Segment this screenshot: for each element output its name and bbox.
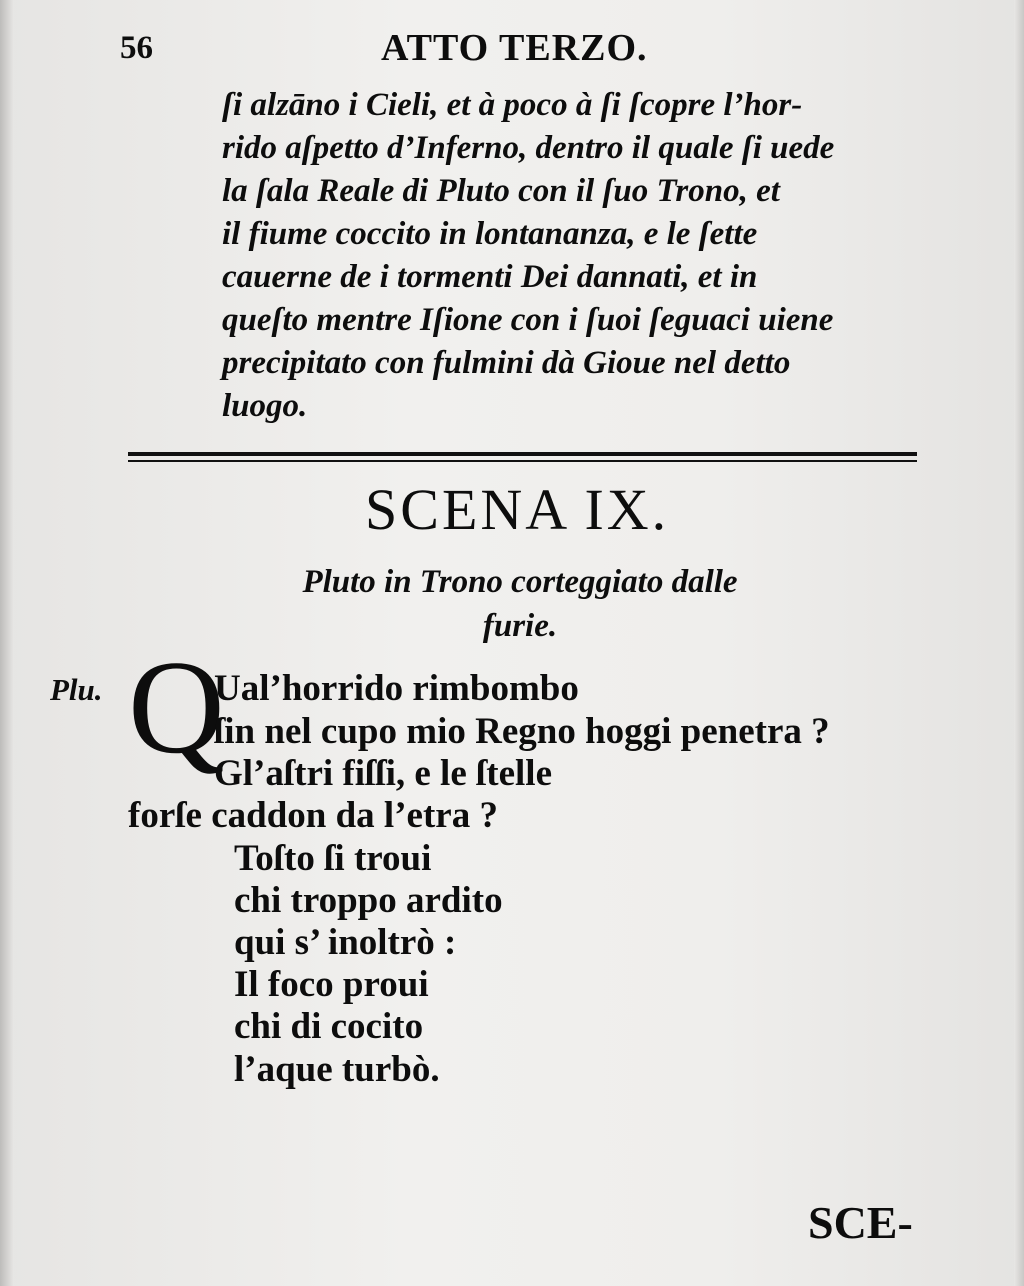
page-edge-right xyxy=(1014,0,1024,1286)
speaker-label: Plu. xyxy=(50,672,103,707)
verse-line: Ual’horrido rimbombo xyxy=(214,668,579,709)
verse-line: chi di cocito xyxy=(234,1006,424,1047)
scene-subtitle-line: furie. xyxy=(482,608,558,644)
stage-direction xyxy=(222,84,882,428)
page-edge-left xyxy=(0,0,14,1286)
drop-cap: Q xyxy=(128,633,225,781)
stage-direction-line: luogo. xyxy=(222,388,308,424)
scene-subtitle-line: Pluto in Trono corteggiato dalle xyxy=(302,564,738,600)
verse-line: Gl’aſtri fiſſi, e le ſtelle xyxy=(214,753,553,794)
page-number: 56 xyxy=(120,30,153,66)
verse-line: Il foco proui xyxy=(234,964,429,1005)
scene-title: SCENA IX. xyxy=(365,477,670,542)
section-divider-rule-thin xyxy=(128,460,917,462)
verse-line: qui s’ inoltrò : xyxy=(234,922,457,963)
catchword: SCE- xyxy=(808,1197,913,1248)
verse-line: forſe caddon da l’etra ? xyxy=(128,795,498,836)
verse-line: ſin nel cupo mio Regno hoggi penetra ? xyxy=(214,711,830,752)
stage-direction-line: il fiume coccito in lontananza, e le ſette xyxy=(222,216,758,252)
verse-line: chi troppo ardito xyxy=(234,880,503,921)
stage-direction-line: rido aſpetto d’Inferno, dentro il quale ſi uede xyxy=(222,130,835,166)
section-divider-rule xyxy=(128,452,917,456)
verse-line: l’aque turbò. xyxy=(234,1049,440,1090)
scene-subtitle xyxy=(240,560,800,648)
stage-direction-line: cauerne de i tormenti Dei dannati, et in xyxy=(222,259,758,295)
verse-line: Toſto ſi troui xyxy=(234,838,432,879)
stage-direction-line: ſi alzāno i Cieli, et à poco à ſi ſcopre l’hor- xyxy=(222,87,803,123)
running-head: ATTO TERZO. xyxy=(381,27,648,69)
stage-direction-line: precipitato con fulmini dà Gioue nel detto xyxy=(222,345,791,381)
stage-direction-line: queſto mentre Iſione con i ſuoi ſeguaci uiene xyxy=(222,302,834,338)
stage-direction-line: la ſala Reale di Pluto con il ſuo Trono, et xyxy=(222,173,780,209)
